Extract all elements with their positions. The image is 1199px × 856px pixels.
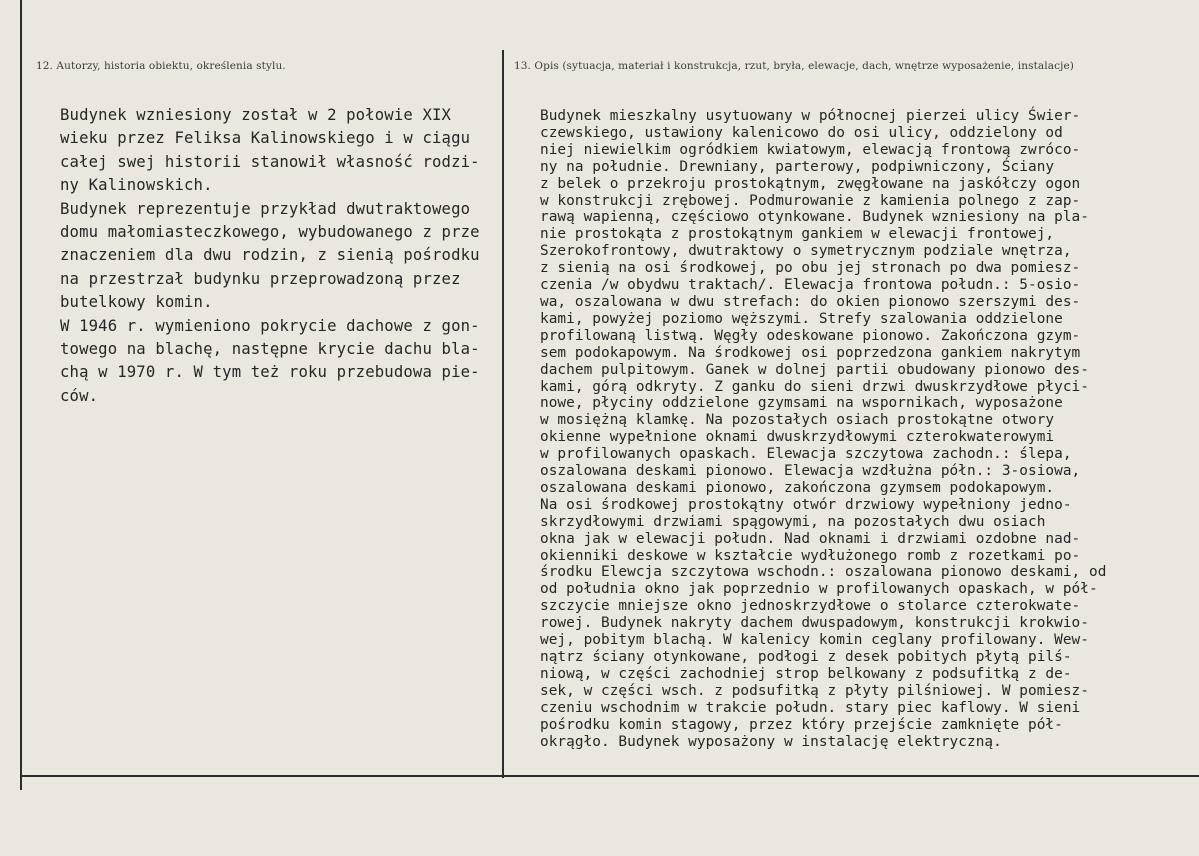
description-text-line: Szerokofrontowy, dwutraktowy o symetrycznym podziale wnętrza, — [540, 243, 1072, 260]
history-text-line: towego na blachę, następne krycie dachu bla- — [60, 340, 480, 359]
history-text-line: znaczeniem dla dwu rodzin, z sienią pośrodku — [60, 246, 480, 265]
description-text-line: nowe, płyciny oddzielone gzymsami na wspornikach, wyposażone — [540, 395, 1063, 412]
description-text-line: czenia /w obydwu traktach/. Elewacja frontowa połudn.: 5-osio- — [540, 277, 1081, 294]
description-text-line: Budynek mieszkalny usytuowany w północnej pierzei ulicy Świer- — [540, 108, 1081, 124]
description-text-line: sem podokapowym. Na środkowej osi poprzedzona gankiem nakrytym — [540, 344, 1081, 361]
description-text-line: profilowaną listwą. Węgły odeskowane pionowo. Zakończona gzym- — [540, 327, 1081, 344]
description-text-line: środku Elewcja szczytowa wschodn.: oszalowana pionowo deskami, od — [540, 564, 1107, 581]
section-13-header: 13. Opis (sytuacja, materiał i konstrukcja, rzut, bryła, elewacje, dach, wnętrze wyposażenie, instalacje) — [514, 60, 1074, 72]
description-text-line: skrzydłowymi drzwiami spągowymi, na pozostałych dwu osiach — [540, 513, 1046, 530]
description-text-line: szczycie mniejsze okno jednoskrzydłowe o stolarce czterokwate- — [540, 598, 1081, 615]
history-text-line: domu małomiasteczkowego, wybudowanego z prze — [60, 223, 480, 242]
description-text-line: okna jak w elewacji połudn. Nad oknami i drzwiami ozdobne nad- — [540, 530, 1081, 547]
description-text-line: ny na południe. Drewniany, parterowy, podpiwniczony, Ściany — [540, 158, 1055, 175]
description-text-line: rawą wapienną, częściowo otynkowane. Budynek wzniesiony na pla- — [540, 209, 1089, 226]
description-text-column — [540, 108, 1195, 750]
description-text-line: okienniki deskowe w kształcie wydłużonego romb z rozetkami po- — [540, 547, 1081, 564]
description-text-line: czeniu wschodnim w trakcie połudn. stary piec kaflowy. W sieni — [540, 699, 1081, 716]
description-text-line: niej niewielkim ogródkiem kwiatowym, elewacją frontową zwróco- — [540, 141, 1081, 158]
history-text-line: Budynek reprezentuje przykład dwutraktowego — [60, 199, 471, 218]
history-text-column — [60, 104, 515, 408]
description-text-line: sek, w części wsch. z podsufitką z płyty pilśniowej. W pomiesz- — [540, 682, 1089, 699]
description-text-line: okrągło. Budynek wyposażony w instalację elektryczną. — [540, 733, 1002, 750]
description-text-line: kami, górą odkryty. Z ganku do sieni drzwi dwuskrzydłowe płyci- — [540, 378, 1089, 395]
left-border-rule — [20, 0, 22, 790]
history-text-line: butelkowy komin. — [60, 293, 213, 312]
description-text-line: pośrodku komin stagowy, przez który przejście zamknięte pół- — [540, 716, 1063, 733]
bottom-rule — [20, 775, 1199, 777]
section-12-header: 12. Autorzy, historia obiektu, określenia stylu. — [36, 60, 286, 72]
description-text-line: wej, pobitym blachą. W kalenicy komin ceglany profilowany. Wew- — [540, 632, 1089, 649]
description-text-line: wa, oszalowana w dwu strefach: do okien pionowo szerszymi des- — [540, 293, 1081, 310]
description-text-line: nie prostokąta z prostokątnym gankiem w elewacji frontowej, — [540, 226, 1055, 243]
description-text-line: kami, powyżej poziomo węższymi. Strefy szalowania oddzielone — [540, 310, 1063, 327]
history-text-line: W 1946 r. wymieniono pokrycie dachowe z gon- — [60, 316, 480, 335]
description-text-line: Na osi środkowej prostokątny otwór drzwiowy wypełniony jedno- — [540, 496, 1072, 513]
description-text-line: dachem pulpitowym. Ganek w dolnej partii obudowany pionowo des- — [540, 361, 1089, 378]
history-text-line: na przestrzał budynku przeprowadzoną przez — [60, 269, 461, 288]
description-text-line: od południa okno jak poprzednio w profilowanych opaskach, w pół- — [540, 581, 1098, 598]
history-text-line: ny Kalinowskich. — [60, 176, 213, 195]
history-text-line: całej swej historii stanowił własność rodzi- — [60, 152, 480, 171]
description-text-line: nątrz ściany otynkowane, podłogi z desek pobitych płytą pilś- — [540, 649, 1072, 665]
description-text-line: rowej. Budynek nakryty dachem dwuspadowym, konstrukcji krokwio- — [540, 615, 1089, 632]
history-text-line: wieku przez Feliksa Kalinowskiego i w ciągu — [60, 129, 471, 148]
history-text-line: chą w 1970 r. W tym też roku przebudowa pie- — [60, 363, 480, 382]
description-text-line: oszalowana deskami pionowo. Elewacja wzdłużna półn.: 3-osiowa, — [540, 463, 1081, 480]
history-text-line: ców. — [60, 386, 99, 405]
description-text-line: okienne wypełnione oknami dwuskrzydłowymi czterokwaterowymi — [540, 429, 1055, 446]
description-text-line: czewskiego, ustawiony kalenicowo do osi ulicy, oddzielony od — [540, 124, 1063, 141]
description-text-line: z sienią na osi środkowej, po obu jej stronach po dwa pomiesz- — [540, 260, 1081, 277]
description-text-line: z belek o przekroju prostokątnym, zwęgłowane na jaskółczy ogon — [540, 175, 1081, 192]
description-text-line: oszalowana deskami pionowo, zakończona gzymsem podokapowym. — [540, 479, 1055, 496]
description-text-line: niową, w części zachodniej strop belkowany z podsufitką z de- — [540, 665, 1072, 682]
description-text-line: w profilowanych opaskach. Elewacja szczytowa zachodn.: ślepa, — [540, 446, 1072, 463]
description-text-line: w konstrukcji zrębowej. Podmurowanie z kamienia polnego z zap- — [540, 192, 1081, 209]
description-text-line: w mosiężną klamkę. Na pozostałych osiach prostokątne otwory — [540, 412, 1055, 429]
history-text-line: Budynek wzniesiony został w 2 połowie XIX — [60, 106, 452, 124]
